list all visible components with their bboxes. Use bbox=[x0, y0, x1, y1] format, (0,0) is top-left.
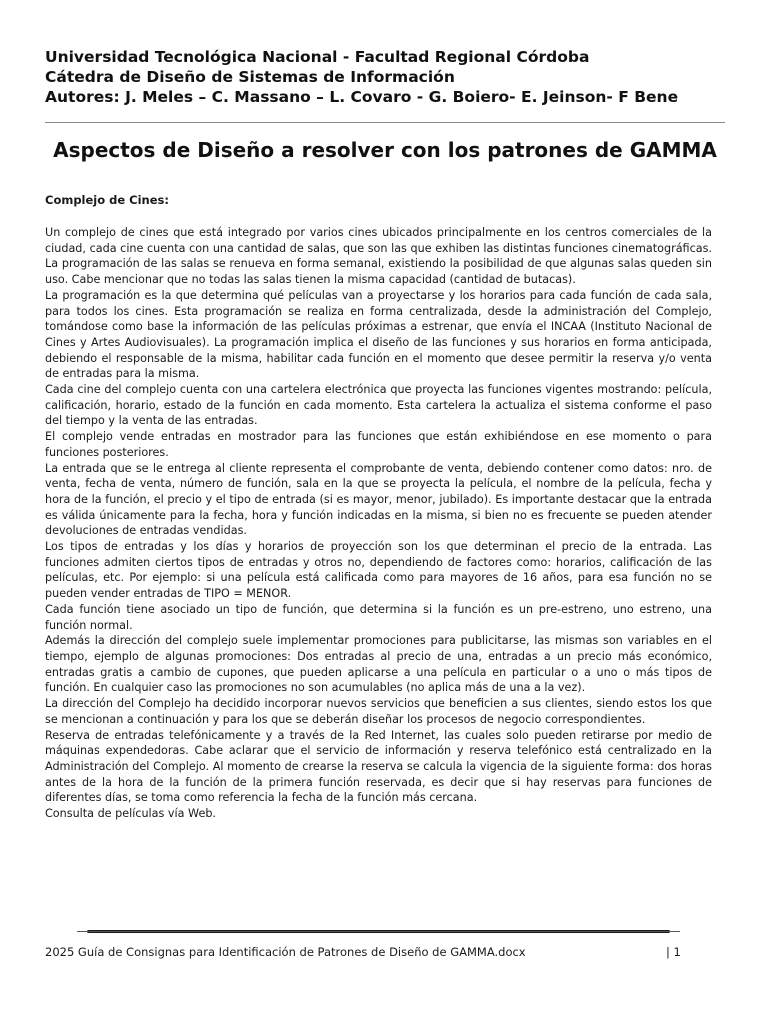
body-text bbox=[45, 225, 712, 822]
footer-page-number: | 1 bbox=[666, 945, 681, 959]
header-authors: Autores: J. Meles – C. Massano – L. Covaro - G. Boiero- E. Jeinson- F Bene bbox=[45, 88, 679, 106]
paragraph: La dirección del Complejo ha decidido incorporar nuevos servicios que beneficien a sus clientes, siendo estos los que se mencionan a continuación y para los que se deberán diseñar los procesos de negocio correspondientes. bbox=[45, 697, 712, 726]
header-university: Universidad Tecnológica Nacional - Facultad Regional Córdoba bbox=[45, 48, 590, 66]
paragraph: El complejo vende entradas en mostrador para las funciones que están exhibiéndose en ese momento o para funciones posteriores. bbox=[45, 430, 712, 459]
footer-divider bbox=[87, 930, 670, 933]
paragraph: Consulta de películas vía Web. bbox=[45, 807, 216, 821]
page-title: Aspectos de Diseño a resolver con los patrones de GAMMA bbox=[53, 138, 717, 162]
header-department: Cátedra de Diseño de Sistemas de Información bbox=[45, 68, 455, 86]
paragraph: La programación es la que determina qué películas van a proyectarse y los horarios para cada función de cada sala, para todos los cines. Esta programación se realiza en forma centralizada, desde la administración del Complejo, tomándose como base la información de las películas próximas a estrenar, que envía el INCAA (Instituto Nacional de Cines y Artes Audiovisuales). La programación implica el diseño de las funciones y sus horarios en forma anticipada, debiendo el responsable de la misma, habilitar cada función en el momento que desee permitir la reserva y/o venta de entradas para la misma. bbox=[45, 288, 712, 381]
document-header bbox=[45, 47, 725, 107]
footer-document-name: 2025 Guía de Consignas para Identificación de Patrones de Diseño de GAMMA.docx bbox=[45, 945, 526, 959]
paragraph: La entrada que se le entrega al cliente representa el comprobante de venta, debiendo contener como datos: nro. de venta, fecha de venta, número de función, sala en la que se proyecta la película, el nombre de la película, fecha y hora de la función, el precio y el tipo de entrada (si es mayor, menor, jubilado). Es importante destacar que la entrada es válida únicamente para la fecha, hora y función indicadas en la misma, si bien no es frecuente se pueden atender devoluciones de entradas vendidas. bbox=[45, 461, 712, 538]
section-subtitle: Complejo de Cines: bbox=[45, 193, 169, 207]
paragraph: Cada cine del complejo cuenta con una cartelera electrónica que proyecta las funciones vigentes mostrando: película, calificación, horario, estado de la función en cada momento. Esta cartelera la actualiza el sistema conforme el paso del tiempo y la venta de las entradas. bbox=[45, 383, 712, 428]
paragraph: Reserva de entradas telefónicamente y a través de la Red Internet, las cuales solo pueden retirarse por medio de máquinas expendedoras. Cabe aclarar que el servicio de información y reserva telefónico está centralizado en la Administración del Complejo. Al momento de crearse la reserva se calcula la vigencia de la siguiente forma: dos horas antes de la hora de la función de la primera función reservada, es decir que si hay reservas para funciones de diferentes días, se toma como referencia la fecha de la función más cercana. bbox=[45, 728, 712, 805]
paragraph: Un complejo de cines que está integrado por varios cines ubicados principalmente en los centros comerciales de la ciudad, cada cine cuenta con una cantidad de salas, que son las que exhiben las distintas funciones cinematográficas. La programación de las salas se renueva en forma semanal, existiendo la posibilidad de que algunas salas queden sin uso. Cabe mencionar que no todas las salas tienen la misma capacidad (cantidad de butacas). bbox=[45, 226, 712, 287]
paragraph: Cada función tiene asociado un tipo de función, que determina si la función es un pre-estreno, uno estreno, una función normal. bbox=[45, 602, 712, 632]
header-divider bbox=[45, 122, 725, 123]
paragraph: Los tipos de entradas y los días y horarios de proyección son los que determinan el precio de la entrada. Las funciones admiten ciertos tipos de entradas y otros no, dependiendo de factores como: horarios, calificación de las películas, etc. Por ejemplo: si una película está calificada como para mayores de 16 años, para esa función no se pueden vender entradas de TIPO = MENOR. bbox=[45, 540, 712, 601]
paragraph: Además la dirección del complejo suele implementar promociones para publicitarse, las mismas son variables en el tiempo, ejemplo de algunas promociones: Dos entradas al precio de una, entradas a un precio más económico, entradas gratis a cambio de cupones, que pueden aplicarse a una película en particular o a uno o más tipos de función. En cualquier caso las promociones no son acumulables (no aplica más de una a la vez). bbox=[45, 634, 712, 695]
